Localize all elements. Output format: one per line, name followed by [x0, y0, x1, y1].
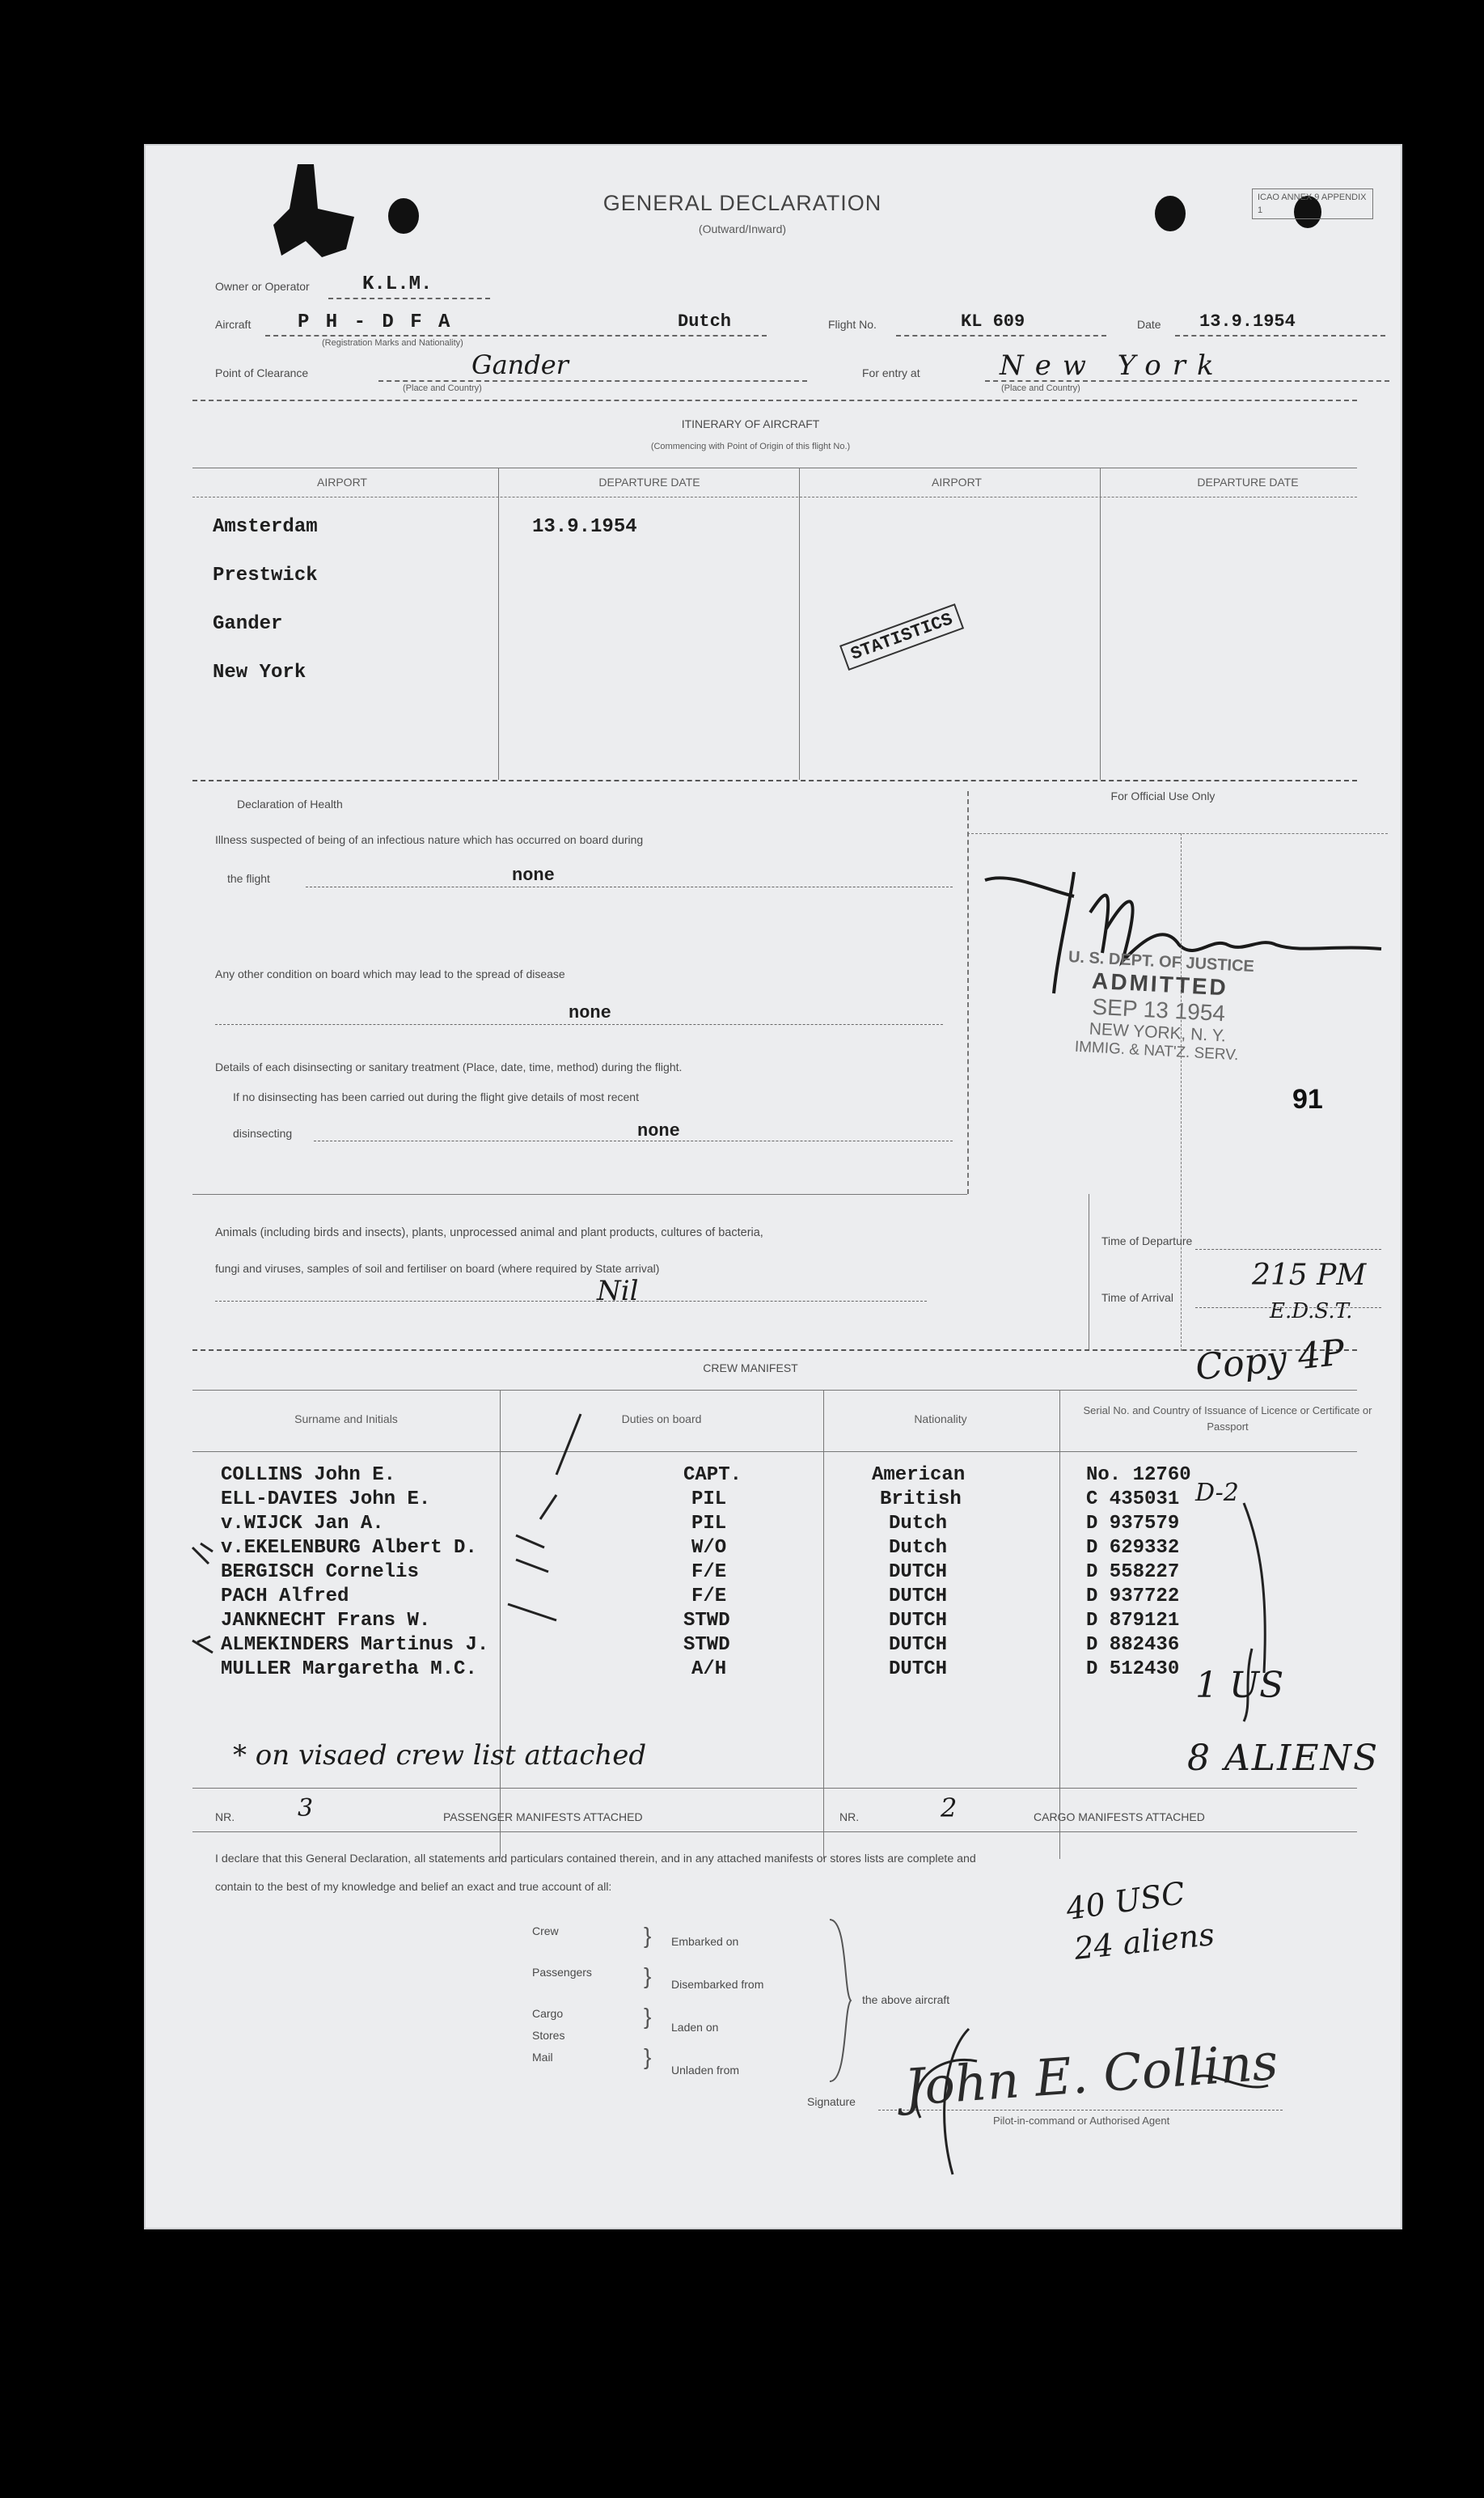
cargo-nr-label: NR. — [839, 1810, 860, 1823]
aircraft-value: P H - D F A — [298, 311, 453, 333]
copy-note: Copy 4P — [1193, 1332, 1347, 1389]
animals-bottom-line — [192, 1349, 1357, 1351]
itinerary-divider-3 — [1100, 468, 1101, 780]
itinerary-airport-2: Prestwick — [213, 565, 318, 586]
item-mail: Mail — [532, 2051, 553, 2064]
entry-value: New York — [1000, 349, 1225, 382]
animals-answer-line — [215, 1301, 927, 1302]
torn-corner-mark — [225, 160, 387, 265]
crew-top-line — [192, 1390, 1357, 1391]
crew-divider-3 — [1059, 1390, 1060, 1859]
itinerary-col-2: DEPARTURE DATE — [598, 476, 700, 489]
declaration-right-items — [671, 1920, 763, 2092]
aircraft-line — [265, 335, 767, 337]
passenger-nr-label: NR. — [215, 1810, 235, 1823]
official-number: 91 — [1292, 1084, 1323, 1115]
animals-answer: Nil — [597, 1275, 639, 1307]
passenger-nr-value: 3 — [298, 1794, 314, 1823]
itinerary-airport-4: New York — [213, 662, 307, 684]
stamp-line-3: SEP 13 1954 — [1091, 993, 1226, 1027]
arrival-time-value: 215 PM — [1252, 1259, 1367, 1292]
crew-nationality: DUTCH — [889, 1561, 948, 1583]
crew-duty: PIL — [691, 1513, 727, 1535]
flight-value: KL 609 — [961, 311, 1025, 332]
itinerary-airport-1: Amsterdam — [213, 516, 318, 538]
clearance-caption: (Place and Country) — [403, 383, 482, 393]
signature-label: Signature — [807, 2095, 856, 2108]
declaration-form — [144, 144, 1402, 2229]
crew-duty: STWD — [683, 1610, 730, 1632]
crew-name: JANKNECHT Frans W. — [221, 1610, 431, 1632]
crew-document: D 937579 — [1086, 1513, 1180, 1535]
item-embarked: Embarked on — [671, 1935, 739, 1948]
itinerary-bottom-line — [192, 780, 1357, 781]
crew-nationality: Dutch — [889, 1513, 948, 1535]
item-crew: Crew — [532, 1924, 559, 1937]
cargo-manifests-label: CARGO MANIFESTS ATTACHED — [1034, 1810, 1205, 1823]
flight-line — [896, 335, 1106, 337]
arrival-time-line — [1195, 1307, 1381, 1308]
nationality-value: Dutch — [678, 311, 732, 332]
big-brace — [823, 1916, 856, 2085]
handwritten-note-1: 40 USC — [1063, 1874, 1187, 1928]
crew-nationality: DUTCH — [889, 1634, 948, 1656]
itinerary-col-3: AIRPORT — [932, 476, 982, 489]
crew-name: BERGISCH Cornelis — [221, 1561, 419, 1583]
arrival-time-label: Time of Arrival — [1101, 1291, 1173, 1304]
count-note-2: 1 US — [1195, 1665, 1284, 1706]
declaration-left-items — [532, 1920, 592, 2068]
punch-hole-left — [388, 198, 419, 234]
itinerary-caption: (Commencing with Point of Origin of this flight No.) — [650, 442, 851, 451]
owner-value: K.L.M. — [362, 273, 433, 295]
itinerary-col-4: DEPARTURE DATE — [1197, 476, 1299, 489]
crew-col-1: Surname and Initials — [294, 1412, 398, 1425]
health-q1-line1: Illness suspected of being of an infectious nature which has occurred on board during — [215, 833, 644, 846]
crew-duty: STWD — [683, 1634, 730, 1656]
aircraft-label: Aircraft — [215, 318, 252, 331]
crew-name: MULLER Margaretha M.C. — [221, 1658, 477, 1680]
date-line — [1175, 335, 1385, 337]
flight-label: Flight No. — [828, 318, 877, 331]
health-a2-line — [215, 1024, 943, 1025]
crew-duty: CAPT. — [683, 1464, 742, 1486]
crew-name: ALMEKINDERS Martinus J. — [221, 1634, 489, 1656]
item-laden: Laden on — [671, 2021, 719, 2034]
item-unladen: Unladen from — [671, 2064, 740, 2077]
crew-name: v.EKELENBURG Albert D. — [221, 1537, 477, 1559]
crew-title: CREW MANIFEST — [703, 1361, 798, 1374]
date-label: Date — [1137, 318, 1161, 331]
crew-name: COLLINS John E. — [221, 1464, 396, 1486]
crew-check-marks — [176, 1406, 742, 1697]
crew-bottom-line — [192, 1788, 1357, 1789]
admitted-stamp — [1023, 946, 1296, 1067]
crew-document: D 882436 — [1086, 1634, 1180, 1656]
count-note-3: 8 ALIENS — [1187, 1738, 1380, 1779]
itinerary-airport-3: Gander — [213, 613, 283, 635]
itinerary-departure-date: 13.9.1954 — [532, 516, 637, 538]
animals-text-line2: fungi and viruses, samples of soil and fertiliser on board (where required by State arrival) — [215, 1262, 660, 1275]
crew-divider-2 — [823, 1390, 824, 1859]
health-right-border — [967, 791, 969, 1194]
crew-duty: PIL — [691, 1488, 727, 1510]
count-note-1: D-2 — [1195, 1479, 1239, 1507]
crew-document: D 879121 — [1086, 1610, 1180, 1632]
crew-nationality: DUTCH — [889, 1610, 948, 1632]
registration-caption: (Registration Marks and Nationality) — [322, 338, 463, 348]
passenger-manifests-label: PASSENGER MANIFESTS ATTACHED — [443, 1810, 643, 1823]
official-inner-divider — [1181, 833, 1182, 1351]
owner-line — [328, 298, 490, 299]
crew-name: PACH Alfred — [221, 1586, 349, 1607]
stamp-line-2: ADMITTED — [1091, 967, 1229, 1001]
health-bottom-line — [192, 1194, 967, 1195]
clearance-label: Point of Clearance — [215, 366, 309, 379]
item-passengers: Passengers — [532, 1966, 592, 1979]
crew-col-4: Serial No. and Country of Issuance of Licence or Certificate or Passport — [1083, 1404, 1372, 1433]
itinerary-col-1: AIRPORT — [317, 476, 367, 489]
arrival-time-zone: E.D.S.T. — [1270, 1299, 1353, 1323]
signature-flourish — [888, 2005, 1309, 2183]
annex-box: ICAO ANNEX 9 APPENDIX 1 — [1252, 188, 1373, 219]
departure-time-line — [1195, 1249, 1381, 1250]
health-q1-line2: the flight — [227, 872, 270, 885]
health-q3-line1: Details of each disinsecting or sanitary treatment (Place, date, time, method) during the flight. — [215, 1061, 683, 1073]
date-value: 13.9.1954 — [1199, 311, 1296, 332]
crew-name: v.WIJCK Jan A. — [221, 1513, 384, 1535]
clearance-line — [378, 380, 807, 382]
crew-nationality: Dutch — [889, 1537, 948, 1559]
header-divider — [192, 400, 1357, 401]
crew-document: No. 12760 — [1086, 1464, 1191, 1486]
signature-caption: Pilot-in-command or Authorised Agent — [993, 2115, 1170, 2127]
form-subtitle: (Outward/Inward) — [698, 222, 787, 235]
declaration-line-1: I declare that this General Declaration, all statements and particulars contained therein, and in any attached manifests or stores lists are complete and — [215, 1852, 976, 1865]
left-braces: } } } } — [644, 1923, 652, 2069]
health-a1: none — [512, 866, 555, 886]
crew-col-3: Nationality — [914, 1412, 967, 1425]
aircraft-text: the above aircraft — [862, 1993, 950, 2006]
health-q2: Any other condition on board which may lead to the spread of disease — [215, 967, 565, 980]
itinerary-title: ITINERARY OF AIRCRAFT — [681, 417, 820, 430]
punch-hole-right — [1155, 196, 1186, 231]
departure-time-label: Time of Departure — [1101, 1234, 1193, 1247]
crew-document: D 558227 — [1086, 1561, 1180, 1583]
crew-nationality: British — [880, 1488, 962, 1510]
signature-name: John E. Collins — [903, 2031, 1280, 2118]
entry-line — [985, 380, 1389, 382]
manifests-bottom-line — [192, 1831, 1357, 1832]
item-disembarked: Disembarked from — [671, 1978, 764, 1991]
statistics-stamp: STATISTICS — [839, 603, 964, 671]
entry-caption: (Place and Country) — [1001, 383, 1080, 393]
crew-duty: A/H — [691, 1658, 727, 1680]
crew-nationality: DUTCH — [889, 1658, 948, 1680]
crew-duty: W/O — [691, 1537, 727, 1559]
official-top-line — [967, 833, 1388, 834]
stamp-line-4: NEW YORK, N. Y. — [1089, 1019, 1227, 1046]
health-title: Declaration of Health — [237, 798, 343, 811]
crew-footnote: * on visaed crew list attached — [233, 1739, 647, 1772]
entry-label: For entry at — [862, 366, 920, 379]
health-a2: none — [569, 1003, 611, 1023]
form-title: GENERAL DECLARATION — [602, 191, 882, 215]
clearance-value: Gander — [471, 349, 569, 380]
crew-document: D 629332 — [1086, 1537, 1180, 1559]
owner-label: Owner or Operator — [215, 280, 310, 293]
crew-document: D 512430 — [1086, 1658, 1180, 1680]
itinerary-divider-1 — [498, 468, 499, 780]
crew-duty: F/E — [691, 1561, 727, 1583]
handwritten-note-2: 24 aliens — [1072, 1916, 1216, 1967]
health-q3-line2: If no disinsecting has been carried out during the flight give details of most recent — [233, 1090, 639, 1103]
itinerary-divider-2 — [799, 468, 800, 780]
animals-text-line1: Animals (including birds and insects), plants, unprocessed animal and plant products, cultures of bacteria, — [215, 1226, 763, 1239]
crew-nationality: DUTCH — [889, 1586, 948, 1607]
health-a3: none — [637, 1121, 680, 1141]
crew-duty: F/E — [691, 1586, 727, 1607]
crew-col-2: Duties on board — [621, 1412, 702, 1425]
crew-document: D 937722 — [1086, 1586, 1180, 1607]
item-cargo: Cargo — [532, 2007, 564, 2020]
official-title: For Official Use Only — [1110, 790, 1216, 802]
item-stores: Stores — [532, 2029, 565, 2042]
crew-name: ELL-DAVIES John E. — [221, 1488, 431, 1510]
stamp-line-1: U. S. DEPT. OF JUSTICE — [1068, 948, 1255, 976]
declaration-line-2: contain to the best of my knowledge and belief an exact and true account of all: — [215, 1880, 612, 1893]
cargo-nr-value: 2 — [941, 1793, 958, 1823]
crew-document: C 435031 — [1086, 1488, 1180, 1510]
health-q3-line3: disinsecting — [233, 1127, 293, 1140]
crew-nationality: American — [872, 1464, 966, 1486]
stamp-line-5: IMMIG. & NAT'Z. SERV. — [1074, 1038, 1239, 1065]
